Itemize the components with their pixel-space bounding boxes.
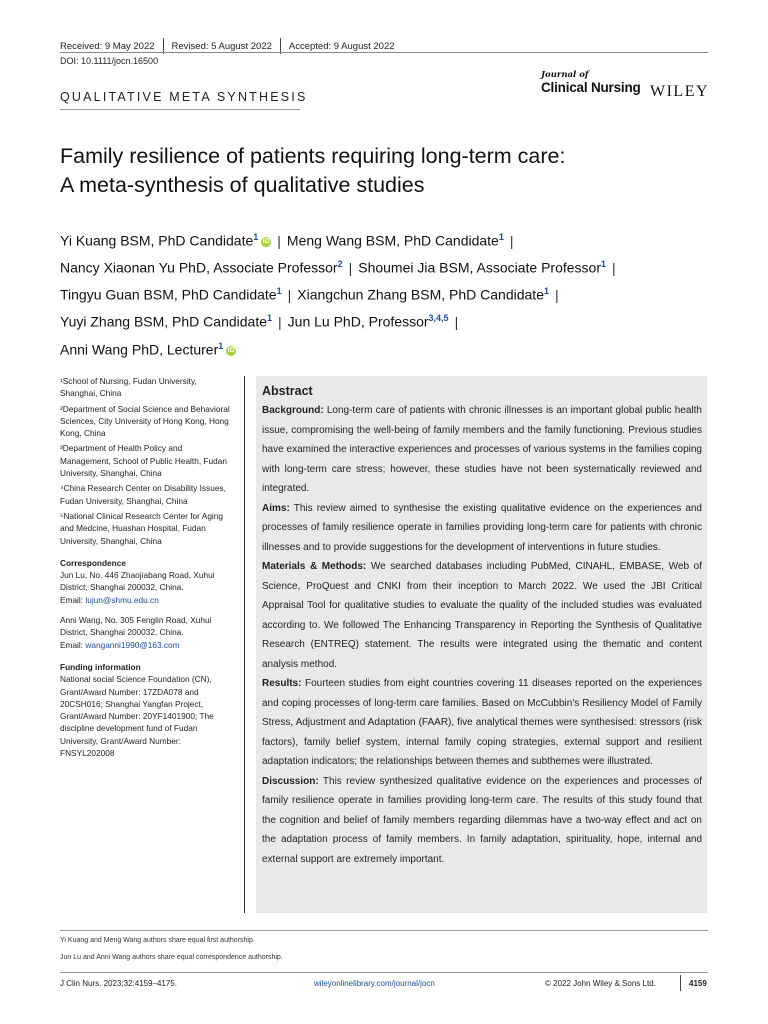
correspondence-email-line	[60, 594, 235, 606]
author-separator: |	[555, 286, 559, 303]
affiliation: ²Department of Social Science and Behavioral Sciences, City University of Hong Kong, Hong Kong, China	[60, 403, 230, 439]
article-type-rule	[60, 109, 300, 110]
author-name[interactable]: Meng Wang BSM, PhD Candidate	[286, 232, 499, 249]
funding-heading: Funding information	[60, 661, 141, 672]
author-name[interactable]: Yi Kuang BSM, PhD Candidate	[60, 232, 254, 249]
footnote: Yi Kuang and Meng Wang authors share equal first authorship.	[60, 937, 255, 944]
correspondence-email-line	[60, 639, 235, 651]
abstract-background	[262, 401, 702, 499]
accepted-date: Accepted: 9 August 2022	[288, 40, 395, 52]
orcid-icon[interactable]: iD	[262, 237, 270, 245]
author-line	[60, 307, 720, 334]
received-date: Received: 9 May 2022	[60, 40, 155, 52]
affiliation: ⁵National Clinical Research Center for Aging and Medcine, Huashan Hospital, Fudan University, Shanghai, China	[60, 510, 224, 546]
email-label: Email:	[60, 594, 86, 605]
author-separator: |	[278, 314, 282, 331]
author-affiliation[interactable]: 1	[253, 232, 259, 242]
author-name[interactable]: Jun Lu PhD, Professor	[287, 314, 429, 331]
aims-label: Aims:	[262, 502, 290, 514]
page-number-divider	[680, 975, 681, 991]
spacer	[60, 606, 235, 614]
journal-name: Clinical Nursing	[541, 80, 641, 95]
author-separator: |	[454, 314, 459, 331]
orcid-icon[interactable]: iD	[227, 346, 235, 354]
affiliation: ⁴China Research Center on Disability Issues, Fudan University, Shanghai, China	[60, 483, 226, 506]
author-separator: |	[348, 259, 353, 276]
author-affiliation[interactable]: 3,4,5	[428, 313, 449, 324]
author-affiliation[interactable]: 1	[601, 259, 607, 270]
citation: J Clin Nurs. 2023;32:4159–4175.	[60, 979, 177, 988]
author-name[interactable]: Tingyu Guan BSM, PhD Candidate	[60, 286, 277, 303]
results-label: Results:	[262, 678, 302, 689]
funding-text: National social Science Foundation (CN), Grant/Award Number: 17ZDA078 and 20CSH016; Shanghai Yangfan Project, Grant/Award Number: 20YF1401900; The discipline development fund of Fudan University, Grant/Award Number: FNSYL202008	[60, 674, 214, 759]
abstract-divider	[244, 376, 245, 913]
author-separator: |	[277, 232, 281, 249]
discussion-label: Discussion:	[262, 775, 319, 787]
journal-logo[interactable]	[541, 70, 710, 100]
author-list	[60, 226, 720, 362]
author-affiliation[interactable]: 1	[276, 286, 282, 297]
revised-date: Revised: 5 August 2022	[171, 40, 272, 52]
journal-of-text: Journal of	[541, 70, 589, 80]
background-text: Long-term care of patients with chronic illnesses is an important global public health issue, compromising the well-being of family members and the family functioning. Previous studies have examined the interactive experiences and processes of various systems in the families coping with long-term care stress; however, these studies have not been systematically reviewed and integrated.	[262, 405, 702, 494]
author-separator: |	[287, 286, 292, 303]
methods-label: Materials & Methods:	[262, 561, 367, 572]
footnote: Jun Lu and Anni Wang authors share equal correspondence authorship.	[60, 954, 283, 961]
correspondence-heading: Correspondence	[60, 557, 126, 568]
author-line	[60, 280, 720, 307]
correspondence-address: Jun Lu, No. 446 Zhaojiabang Road, Xuhui District, Shanghai 200032, China.	[60, 570, 215, 593]
footer-rule	[60, 972, 708, 973]
abstract-discussion	[262, 772, 702, 870]
author-separator: |	[612, 259, 616, 276]
article-type-label: QUALITATIVE META SYNTHESIS	[60, 90, 308, 104]
author-name[interactable]: Shoumei Jia BSM, Associate Professor	[358, 259, 602, 276]
author-name[interactable]: Nancy Xiaonan Yu PhD, Associate Professor	[60, 259, 338, 276]
abstract-results	[262, 674, 702, 772]
page-number: 4159	[689, 979, 707, 988]
author-name[interactable]: Yuyi Zhang BSM, PhD Candidate	[60, 314, 268, 331]
copyright: © 2022 John Wiley & Sons Ltd.	[545, 979, 656, 988]
author-name[interactable]: Xiangchun Zhang BSM, PhD Candidate	[297, 286, 544, 303]
affiliation: ³Department of Health Policy and Management, School of Public Health, Fudan University, Shanghai, China	[60, 443, 227, 479]
article-sidebar	[60, 375, 235, 759]
author-line	[60, 335, 720, 362]
email-label: Email:	[60, 639, 86, 650]
footnote-rule	[60, 930, 708, 931]
journal-url-link[interactable]: wileyonlinelibrary.com/journal/jocn	[314, 979, 435, 988]
doi[interactable]: DOI: 10.1111/jocn.16500	[60, 56, 159, 66]
author-separator: |	[509, 232, 514, 249]
author-affiliation[interactable]: 2	[337, 259, 343, 270]
author-affiliation[interactable]: 1	[498, 232, 504, 242]
methods-text: We searched databases including PubMed, CINAHL, EMBASE, Web of Science, ProQuest and CNKI from their inception to March 2022. We used the JBI Critical Appraisal Tool for qualitative studies to evaluate the quality of the included studies was evaluated according to. We followed The Enhancing Transparency in Reporting the Synthesis of Qualitative Research (ENTREQ) statement. The results were integrated using the thematic and content analysis method.	[262, 561, 702, 670]
header-rule	[60, 52, 708, 53]
author-name[interactable]: Anni Wang PhD, Lecturer	[60, 341, 219, 358]
results-text: Fourteen studies from eight countries covering 11 diseases reported on the experiences and coping processes of long-term care families. Based on McCubbin's Resiliency Model of Family Stress, Adjustment and Adaptation (FAAR), five analytical themes were synthesised: stressors (risk factors), family belief system, internal family coping strategies, external support and resilient adaptation indicators; the relationships between themes and subthemes were illustrated.	[262, 678, 702, 767]
email-link[interactable]: wanganni1990@163.com	[85, 639, 180, 650]
author-affiliation[interactable]: 1	[543, 286, 549, 297]
abstract-box	[256, 376, 707, 913]
aims-text: This review aimed to synthesise the existing qualitative evidence on the experiences and processes of family resilience operate in families providing long-term care for patients with chronic illnesses and to provide suggestions for the development of interventions in future studies.	[262, 502, 702, 553]
email-link[interactable]: lujun@shmu.edu.cn	[85, 594, 159, 605]
author-affiliation[interactable]: 1	[267, 313, 273, 324]
author-line	[60, 226, 720, 253]
publisher-logo: WILEY	[650, 83, 710, 100]
background-label: Background:	[262, 405, 324, 416]
abstract-aims	[262, 499, 702, 558]
article-title	[60, 142, 700, 200]
author-affiliation[interactable]: 1	[218, 340, 224, 351]
discussion-text: This review synthesized qualitative evidence on the experiences and processes of family resilience operate in families providing long-term care. The results of this study found that the cognition and belief of family members regarding dilemmas have a two-way effect and act on the adaptation process of family members. In family adaptation, spirituality, hope, internal and external support are extremely important.	[262, 775, 702, 865]
correspondence-address: Anni Wang, No. 305 Fenglin Road, Xuhui District, Shanghai 200032, China.	[60, 615, 212, 638]
abstract-methods	[262, 557, 702, 674]
affiliation: ¹School of Nursing, Fudan University, Shanghai, China	[60, 376, 197, 399]
abstract-heading: Abstract	[262, 384, 313, 398]
title-line-1: Family resilience of patients requiring long-term care:	[60, 144, 566, 168]
author-line	[60, 253, 720, 280]
title-line-2: A meta-synthesis of qualitative studies	[60, 173, 425, 197]
